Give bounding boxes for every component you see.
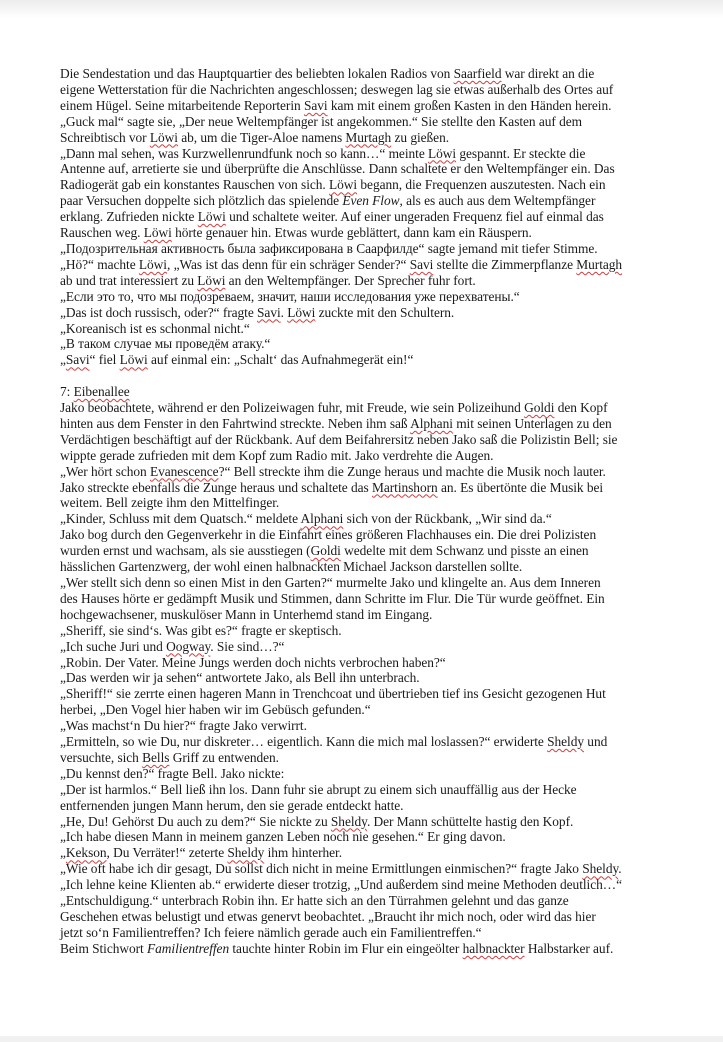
text-line: „В таком случае мы проведём атаку.“ — [60, 336, 271, 352]
text-line: Jako streckte ebenfalls die Zunge heraus und schaltete das Martinshorn an. Es übertönte die Musik bei — [60, 479, 604, 495]
spellcheck-flagged-word[interactable]: Saarfield — [453, 66, 502, 81]
text-line: „Koreanisch ist es schonmal nicht.“ — [60, 320, 250, 336]
text-line: versuchte, sich Bells Griff zu entwenden. — [60, 749, 279, 765]
text-line: Beim Stichwort Familientreffen tauchte hinter Robin im Flur ein eingeölter halbnackter Halbstarker auf. — [60, 940, 614, 956]
spellcheck-flagged-word[interactable]: Savi — [257, 304, 281, 320]
text-line: „Kinder, Schluss mit dem Quatsch.“ meldete Alphani sich von der Rückbank, „Wir sind da.“ — [60, 511, 552, 527]
spellcheck-flagged-word[interactable]: Murtagh — [345, 129, 392, 145]
spellcheck-flagged-word[interactable]: Sheldy — [547, 734, 584, 750]
spellcheck-flagged-word[interactable]: Goldi — [524, 400, 555, 416]
text-line: „Ermitteln, so wie Du, nur diskreter… eigentlich. Kann die mich mal loslassen?“ erwiderte Sheldy und — [60, 734, 608, 750]
spellcheck-flagged-word[interactable]: Evanescence — [149, 463, 219, 479]
text-line: „Savi“ fiel Löwi auf einmal ein: „Schalt‘ das Aufnahmegerät ein!“ — [60, 352, 414, 368]
text-line: Geschehen etwas belustigt und etwas genervt beobachtet. „Braucht ihr mich noch, oder wird das hier — [60, 909, 596, 925]
text-line: „Sheriff!“ sie zerrte einen hageren Mann in Trenchcoat und übertrieben tief ins Gesicht gezogenen Hut — [60, 686, 606, 702]
spellcheck-flagged-word[interactable]: Löwi — [197, 272, 226, 288]
text-line: Schreibtisch vor Löwi ab, um die Tiger-Aloe namens Murtagh zu gießen. — [60, 129, 450, 145]
text-line: „Das ist doch russisch, oder?“ fragte Savi. Löwi zuckte mit den Schultern. — [60, 304, 455, 320]
text-line: „Sheriff, sie sind‘s. Was gibt es?“ fragte er skeptisch. — [60, 622, 342, 638]
text-line: „Подозрительная активность была зафиксирована в Саарфилде“ sagte jemand mit tiefer Stimme. — [60, 240, 598, 256]
text-line: „Das werden wir ja sehen“ antwortete Jako, als Bell ihn unterbrach. — [60, 670, 420, 686]
text-line: „Dann mal sehen, was Kurzwellenrundfunk noch so kann…“ meinte Löwi gespannt. Er steckte die — [60, 145, 586, 161]
text-line: Antenne auf, arretierte sie und überprüfte die Anschlüsse. Dann schaltete er den Weltempfänger ein. Das — [60, 161, 615, 177]
spellcheck-flagged-word[interactable]: Kekson — [65, 845, 107, 861]
spellcheck-flagged-word[interactable]: Löwi — [119, 352, 148, 368]
spellcheck-flagged-word[interactable]: Sheldy — [582, 861, 619, 877]
text-line: „Du kennst den?“ fragte Bell. Jako nickte: — [60, 765, 285, 781]
spellcheck-flagged-word[interactable]: Alphani — [410, 415, 453, 431]
spellcheck-flagged-word[interactable]: Martinshorn — [372, 479, 438, 495]
spellcheck-flagged-word[interactable]: halbnackter — [462, 940, 525, 956]
text-line: jetzt so‘n Familientreffen? Ich feiere nämlich gerade auch ein Familientreffen.“ — [60, 924, 482, 940]
text-line: „Ich suche Juri und Oogway. Sie sind…?“ — [60, 638, 285, 654]
text-line: eigene Wetterstation für die Nachrichten angeschlossen; deswegen lag sie etwas außerhalb des Ortes auf — [60, 81, 614, 97]
text-line: ab und trat interessiert zu Löwi an den Weltempfänger. Der Sprecher fuhr fort. — [60, 272, 476, 288]
italic-text: Familientreffen — [147, 940, 230, 956]
text-line: erklang. Zufrieden nickte Löwi und schaltete weiter. Auf einer ungeraden Frequenz fiel auf einmal das — [60, 209, 604, 225]
page-bottom-edge — [0, 1036, 723, 1042]
italic-text: Even Flow — [342, 193, 400, 209]
page-top-shadow — [0, 0, 723, 18]
spellcheck-flagged-word[interactable]: Löwi — [143, 225, 172, 241]
text-line: Die Sendestation und das Hauptquartier des beliebten lokalen Radios von Saarfield war direkt an die — [60, 66, 595, 81]
spellcheck-flagged-word[interactable]: Löwi — [138, 256, 167, 272]
spellcheck-flagged-word[interactable]: Löwi — [428, 145, 457, 161]
text-line: „Ich habe diesen Mann in meinem ganzen Leben noch nie gesehen.“ Er ging davon. — [60, 829, 506, 845]
text-line: „Ich lehne keine Klienten ab.“ erwiderte dieser trotzig, „Und außerdem sind meine Methoden deutlich…“ — [60, 877, 622, 893]
spellcheck-flagged-word[interactable]: Löwi — [329, 177, 358, 193]
spellcheck-flagged-word[interactable]: Bells — [142, 749, 170, 765]
text-line: hochgewachsener, muskulöser Mann in Unterhemd stand im Eingang. — [60, 606, 433, 622]
text-line: Radiogerät gab ein konstantes Rauschen von sich. Löwi begann, die Frequenzen auszutesten. Nach ein — [60, 177, 606, 193]
text-line: hässlichen Gartenzwerg, der wohl einen halbnackten Michael Jackson darstellen sollte. — [60, 559, 523, 575]
text-line: Verdächtigen beschäftigt auf der Rückbank. Auf dem Beifahrersitz neben Jako saß die Polizistin Bell; sie — [60, 431, 618, 447]
spellcheck-flagged-word[interactable]: Löwi — [149, 129, 178, 145]
spellcheck-flagged-word[interactable]: Sheldy — [330, 813, 367, 829]
text-line: Rauschen weg. Löwi hörte genauer hin. Etwas wurde geblättert, dann kam ein Räuspern. — [60, 225, 532, 241]
section-eibenallee — [60, 400, 666, 957]
text-line: weitem. Bell zeigte ihm den Mittelfinger. — [60, 495, 280, 511]
text-line: wippte gerade zufrieden mit dem Kopf zum Radio mit. Jako verdrehte die Augen. — [60, 447, 494, 463]
spellcheck-flagged-word[interactable]: Eibenallee — [73, 384, 130, 400]
spellcheck-flagged-word[interactable]: Löwi — [197, 209, 226, 225]
text-line: hinten aus dem Fenster in den Fahrtwind streckte. Neben ihm saß Alphani mit seinen Unterlagen zu den — [60, 415, 612, 431]
text-line: Jako beobachtete, während er den Polizeiwagen fuhr, mit Freude, wie sein Polizeihund Goldi den Kopf — [60, 400, 608, 416]
text-line: „Robin. Der Vater. Meine Jungs werden doch nichts verbrochen haben?“ — [60, 654, 446, 670]
spellcheck-flagged-word[interactable]: Goldi — [310, 543, 341, 559]
text-line: „Guck mal“ sagte sie, „Der neue Weltempfänger ist angekommen.“ Sie stellte den Kasten auf dem — [60, 113, 583, 129]
chapter-heading: 7: Eibenallee — [60, 384, 130, 400]
text-line: „Wer hört schon Evanescence?“ Bell streckte ihm die Zunge heraus und machte die Musik noch lauter. — [60, 463, 606, 479]
spellcheck-flagged-word[interactable]: Sheldy — [227, 845, 265, 861]
spellcheck-flagged-word[interactable]: Savi — [409, 256, 434, 272]
text-line: „Wie oft habe ich dir gesagt, Du sollst dich nicht in meine Ermittlungen einmischen?“ fragte Jako Sheldy. — [60, 861, 622, 877]
text-line: „Kekson, Du Verräter!“ zeterte Sheldy ihm hinterher. — [60, 845, 343, 861]
text-line: wurden ernst und wachsam, als sie ausstiegen (Goldi wedelte mit dem Schwanz und pisste an einen — [60, 543, 589, 559]
text-line: „Was machst‘n Du hier?“ fragte Jako verwirrt. — [60, 718, 307, 734]
text-line: entfernenden jungen Mann herum, den sie gerade entdeckt hatte. — [60, 797, 404, 813]
section-radio-station — [60, 66, 666, 368]
text-line: paar Versuchen doppelte sich plötzlich das spielende Even Flow, als es auch aus dem Weltempfänger — [60, 193, 596, 209]
spellcheck-flagged-word[interactable]: Löwi — [287, 304, 316, 320]
text-line: des Hauses hörte er gedämpft Musik und Stimmen, dann Schritte im Flur. Die Tür wurde geöffnet. Ein — [60, 590, 605, 606]
spellcheck-flagged-word[interactable]: Savi — [303, 97, 328, 113]
spellcheck-flagged-word[interactable]: Savi — [65, 352, 90, 368]
text-line: einem Hügel. Seine mitarbeitende Reporterin Savi kam mit einem großen Kasten in den Händen herein. — [60, 97, 612, 113]
spellcheck-flagged-word[interactable]: Alphani — [300, 511, 344, 527]
text-line: Jako bog durch den Gegenverkehr in die Einfahrt eines größeren Flachhauses ein. Die drei Polizisten — [60, 527, 597, 543]
text-line: „Hö?“ machte Löwi, „Was ist das denn für ein schräger Sender?“ Savi stellte die Zimmerpflanze Murtagh — [60, 256, 623, 272]
text-line: „Если это то, что мы подозреваем, значит, наши исследования уже перехватены.“ — [60, 288, 520, 304]
text-line: „Wer stellt sich denn so einen Mist in den Garten?“ murmelte Jako und klingelte an. Aus dem Inneren — [60, 574, 601, 590]
text-line: herbei, „Den Vogel hier haben wir im Gebüsch gefunden.“ — [60, 702, 371, 718]
spellcheck-flagged-word[interactable]: Murtagh — [576, 256, 623, 272]
text-line: „He, Du! Gehörst Du auch zu dem?“ Sie nickte zu Sheldy. Der Mann schüttelte hastig den Kopf. — [60, 813, 574, 829]
text-line: „Der ist harmlos.“ Bell ließ ihn los. Dann fuhr sie abrupt zu einem sich unauffällig aus der Hecke — [60, 781, 577, 797]
document-page[interactable] — [60, 66, 666, 957]
spellcheck-flagged-word[interactable]: Oogway — [166, 638, 211, 654]
text-line: „Entschuldigung.“ unterbrach Robin ihn. Er hatte sich an den Türrahmen gelehnt und das ganze — [60, 893, 569, 909]
paragraph-gap — [60, 368, 666, 384]
